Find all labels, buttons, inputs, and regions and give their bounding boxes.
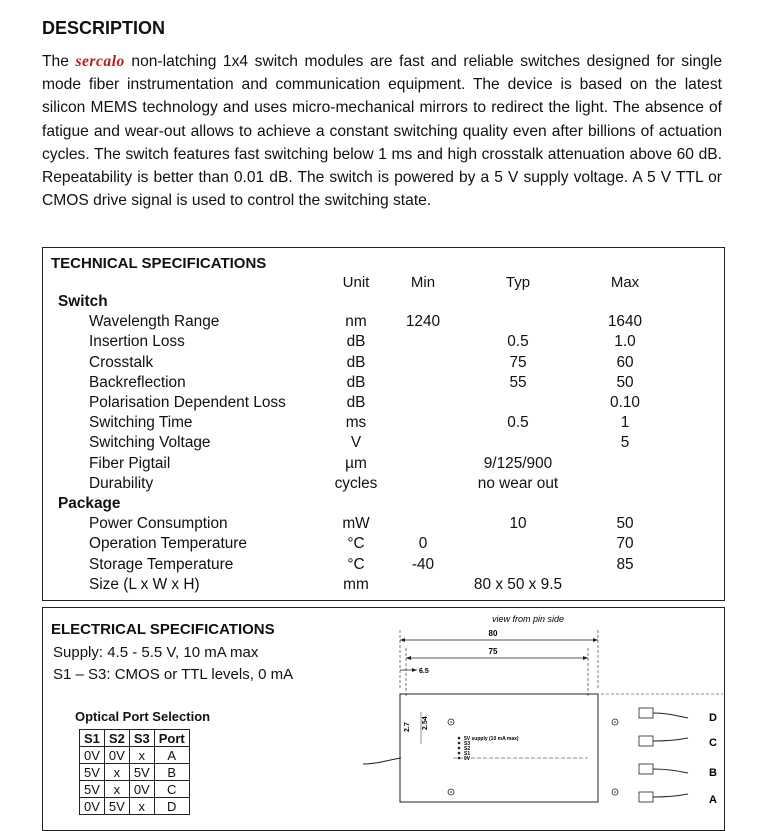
- dim-2-54: 2.54: [422, 716, 429, 730]
- spec-max: 50: [616, 515, 634, 533]
- spec-unit: µm: [345, 454, 367, 472]
- arrow-icon: [400, 638, 405, 642]
- supply-text: Supply: 4.5 - 5.5 V, 10 mA max: [53, 644, 259, 661]
- spec-max: 0.10: [610, 394, 640, 411]
- spec-row: [43, 333, 723, 353]
- spec-param: Switching Time: [89, 414, 193, 432]
- elec-title: ELECTRICAL SPECIFICATIONS: [51, 621, 275, 638]
- spec-max: 5: [620, 434, 630, 452]
- switch-module-drawing: [343, 608, 723, 830]
- pin-label: S1: [464, 751, 471, 757]
- port-cell: 0V: [104, 747, 129, 764]
- header-min: Min: [410, 274, 436, 291]
- fiber-boot-icon: [639, 708, 653, 718]
- port-cell: 5V: [80, 781, 105, 798]
- port-row: [80, 764, 190, 781]
- port-cell: x: [104, 764, 129, 781]
- dim-2-7: 2.7: [404, 722, 411, 732]
- pin-label: S2: [464, 746, 471, 752]
- spec-row: [43, 576, 723, 596]
- group-package: [43, 495, 723, 515]
- port-row: [80, 747, 190, 764]
- port-selection-table: [79, 729, 190, 815]
- dim-75: 75: [488, 647, 498, 656]
- spec-row: [43, 455, 723, 475]
- spec-param: Power Consumption: [89, 515, 228, 533]
- port-cell: x: [104, 781, 129, 798]
- module-outline: [400, 694, 598, 802]
- spec-row: [43, 394, 723, 414]
- port-label-d: D: [709, 712, 717, 724]
- mounting-hole-center-icon: [614, 721, 616, 723]
- spec-max: 50: [616, 373, 634, 391]
- dim-80-top: 80: [488, 629, 498, 638]
- group-switch: [43, 293, 723, 313]
- port-cell: 0V: [129, 781, 154, 798]
- port-table-header: [80, 730, 190, 747]
- electrical-specifications-box: [42, 607, 725, 831]
- port-cell: 5V: [104, 798, 129, 815]
- port-cell: x: [129, 798, 154, 815]
- spec-param: Operation Temperature: [89, 535, 247, 553]
- group-package-label: Package: [58, 495, 121, 512]
- brand-logo: sercalo: [75, 53, 125, 70]
- pin-label: 5V supply (10 mA max): [464, 736, 519, 742]
- port-cell: 0V: [80, 798, 105, 815]
- signal-text: S1 – S3: CMOS or TTL levels, 0 mA: [53, 666, 294, 683]
- spec-typ: 10: [509, 515, 527, 533]
- port-selection-title: Optical Port Selection: [75, 709, 211, 724]
- spec-unit: dB: [346, 373, 366, 391]
- spec-min: 1240: [405, 313, 441, 331]
- spec-row: [43, 414, 723, 434]
- spec-row: [43, 374, 723, 394]
- spec-param: Size (L x W x H): [89, 575, 200, 593]
- output-fiber: [653, 794, 688, 797]
- spec-param: Fiber Pigtail: [89, 454, 171, 472]
- spec-max: 60: [616, 353, 634, 371]
- arrow-icon: [406, 656, 411, 660]
- pin-label: S3: [464, 741, 471, 747]
- mounting-hole-center-icon: [614, 791, 616, 793]
- port-cell: x: [129, 747, 154, 764]
- tech-title: TECHNICAL SPECIFICATIONS: [51, 255, 267, 272]
- port-label-a: A: [709, 794, 717, 806]
- spec-typ: 55: [509, 373, 527, 391]
- port-row: [80, 798, 190, 815]
- spec-unit: mm: [343, 575, 369, 593]
- spec-typ: 9/125/900: [483, 454, 553, 472]
- description-heading: DESCRIPTION: [42, 18, 166, 38]
- technical-specifications-box: [42, 247, 725, 601]
- port-label-c: C: [709, 737, 717, 749]
- spec-min: -40: [411, 555, 435, 573]
- spec-param: Insertion Loss: [89, 333, 185, 351]
- spec-unit: V: [350, 434, 362, 452]
- header-max: Max: [610, 274, 640, 291]
- arrow-icon: [412, 668, 417, 672]
- spec-row: [43, 556, 723, 576]
- spec-max: 1.0: [614, 333, 636, 351]
- mounting-hole-center-icon: [450, 721, 452, 723]
- spec-unit: °C: [347, 555, 365, 573]
- pin-icon: [458, 742, 461, 745]
- arrow-icon: [583, 656, 588, 660]
- output-fiber: [653, 713, 688, 718]
- fiber-boot-icon: [639, 764, 653, 774]
- arrow-icon: [593, 638, 598, 642]
- spec-unit: ms: [345, 414, 367, 432]
- spec-unit: dB: [346, 353, 366, 371]
- spec-row: [43, 434, 723, 454]
- port-label-b: B: [709, 767, 717, 779]
- description-pre-brand: The: [42, 53, 76, 70]
- spec-typ: no wear out: [477, 474, 559, 492]
- header-unit: Unit: [342, 274, 370, 291]
- group-switch-label: Switch: [58, 293, 108, 310]
- header-typ: Typ: [505, 274, 531, 291]
- input-fiber: [363, 758, 401, 764]
- fiber-boot-icon: [639, 736, 653, 746]
- output-fiber: [653, 769, 688, 773]
- port-cell: A: [154, 747, 189, 764]
- spec-min: 0: [418, 535, 428, 553]
- spec-param: Durability: [89, 474, 154, 492]
- spec-max: 70: [616, 535, 634, 553]
- dim-6-5: 6.5: [419, 668, 429, 675]
- spec-row: [43, 475, 723, 495]
- spec-typ: 80 x 50 x 9.5: [473, 575, 563, 593]
- pin-icon: [458, 737, 461, 740]
- spec-unit: dB: [346, 333, 366, 351]
- pin-icon: [458, 752, 461, 755]
- spec-row: [43, 535, 723, 555]
- spec-param: Storage Temperature: [89, 555, 234, 573]
- port-cell: C: [154, 781, 189, 798]
- port-cell: D: [154, 798, 189, 815]
- pin-label: 0V: [464, 756, 471, 762]
- spec-typ: 0.5: [507, 414, 529, 432]
- spec-unit: cycles: [334, 474, 378, 492]
- port-row: [80, 781, 190, 798]
- output-fiber: [653, 738, 688, 741]
- spec-param: Wavelength Range: [89, 313, 220, 331]
- fiber-boot-icon: [639, 792, 653, 802]
- description-body: non-latching 1x4 switch modules are fast and reliable switches designed for single mode fiber instrumentation and communication equipment. The device is based on the latest silicon MEMS technology and uses micro-mechanical mirrors to redirect the light. The absence of fatigue and wear-out allows to achieve a constant switching quality even after billions of actuation cycles. The switch features fast switching below 1 ms and high crosstalk attenuation above 60 dB. Repeatability is better than 0.01 dB. The switch is powered by a 5 V supply voltage. A 5 V TTL or CMOS drive signal is used to control the switching state.: [42, 53, 722, 210]
- spec-row: [43, 354, 723, 374]
- spec-unit: mW: [342, 515, 370, 533]
- port-header-cell: Port: [154, 730, 189, 747]
- pin-icon: [458, 757, 461, 760]
- spec-param: Switching Voltage: [89, 434, 211, 452]
- spec-unit: °C: [347, 535, 365, 553]
- spec-max: 1640: [607, 313, 643, 331]
- spec-param: Backreflection: [89, 373, 186, 391]
- port-cell: 5V: [129, 764, 154, 781]
- spec-max: 1: [620, 414, 630, 432]
- port-cell: B: [154, 764, 189, 781]
- spec-max: 85: [616, 555, 634, 573]
- spec-param: Crosstalk: [89, 353, 154, 371]
- mounting-hole-center-icon: [450, 791, 452, 793]
- spec-typ: 75: [509, 353, 527, 371]
- view-label: view from pin side: [491, 614, 565, 624]
- spec-param: Polarisation Dependent Loss: [89, 394, 286, 411]
- port-table-body: [80, 747, 190, 815]
- spec-unit: dB: [346, 394, 366, 411]
- spec-row: [43, 313, 723, 333]
- port-cell: 0V: [80, 747, 105, 764]
- spec-row: [43, 515, 723, 535]
- pin-icon: [458, 747, 461, 750]
- port-header-cell: S1: [80, 730, 105, 747]
- port-cell: 5V: [80, 764, 105, 781]
- port-header-cell: S2: [104, 730, 129, 747]
- port-header-cell: S3: [129, 730, 154, 747]
- description-text: [42, 50, 722, 212]
- spec-unit: nm: [345, 313, 367, 331]
- spec-typ: 0.5: [507, 333, 529, 351]
